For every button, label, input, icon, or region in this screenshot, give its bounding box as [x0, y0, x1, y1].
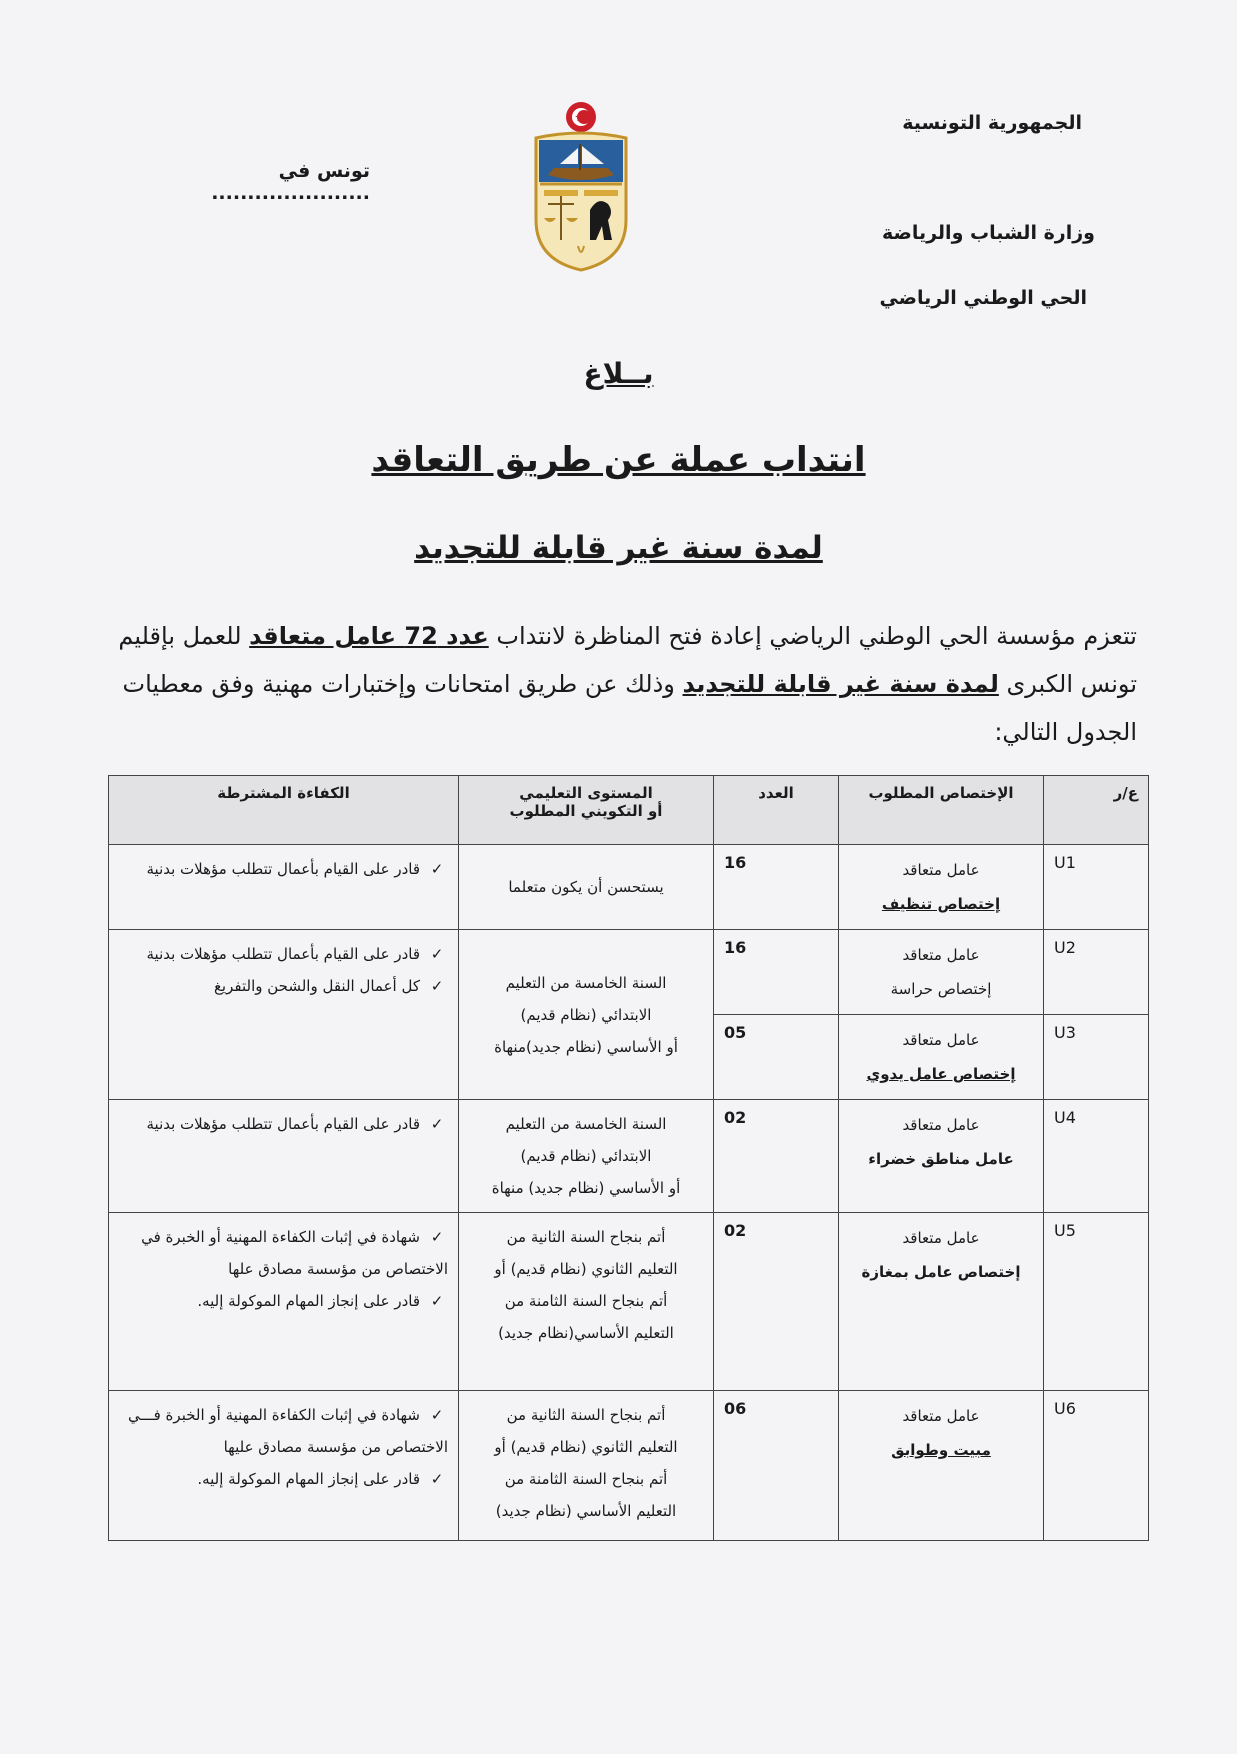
competence-item [119, 1399, 448, 1463]
spec-name: إختصاص حراسة [890, 980, 992, 998]
row-count: 16 [714, 845, 839, 930]
level-line: الابتدائي (نظام قديم) [520, 1005, 652, 1024]
competence-item [119, 938, 448, 970]
competence-text: قادر على إنجاز المهام الموكولة إليه. [197, 1470, 420, 1488]
row-count: 02 [714, 1100, 839, 1213]
row-code: U1 [1044, 845, 1149, 930]
row-specialty [839, 1100, 1044, 1213]
check-icon: ✓ [430, 1115, 444, 1133]
level-line: التعليم الثانوي (نظام قديم) أو [494, 1438, 678, 1456]
row-competence [109, 1100, 459, 1213]
row-level [459, 930, 714, 1100]
competence-text: قادر على القيام بأعمال تتطلب مؤهلات بدنية [146, 945, 420, 963]
spec-line: عامل متعاقد [902, 1116, 980, 1134]
row-specialty [839, 1015, 1044, 1100]
competence-text: شهادة في إثبات الكفاءة المهنية أو الخبرة فـــي الاختصاص من مؤسسة مصادق عليها [127, 1406, 448, 1456]
spec-name: عامل مناطق خضراء [868, 1150, 1014, 1168]
spec-line: عامل متعاقد [902, 1229, 980, 1247]
spec-line: عامل متعاقد [902, 861, 980, 879]
spec-line: عامل متعاقد [902, 946, 980, 964]
level-line: الابتدائي (نظام قديم) [520, 1147, 652, 1165]
table-header-row [109, 776, 1149, 845]
check-icon: ✓ [430, 1470, 444, 1488]
competence-text: قادر على إنجاز المهام الموكولة إليه. [197, 1292, 420, 1310]
republic-label: الجمهورية التونسية [902, 112, 1082, 134]
spec-name: إختصاص عامل بمغازة [861, 1263, 1021, 1281]
competence-text: قادر على القيام بأعمال تتطلب مؤهلات بدنية [146, 860, 420, 878]
check-icon: ✓ [430, 1292, 444, 1310]
row-level [459, 845, 714, 930]
spec-name: مبيت وطوابق [891, 1441, 991, 1459]
row-level [459, 1100, 714, 1213]
row-competence [109, 1391, 459, 1541]
header-level-line-2: أو التكويني المطلوب [509, 802, 663, 820]
table-row [109, 1100, 1149, 1213]
competence-item [119, 853, 448, 885]
row-count: 06 [714, 1391, 839, 1541]
competence-item [119, 1221, 448, 1285]
competence-item [119, 1463, 448, 1495]
table-row [109, 845, 1149, 930]
check-icon: ✓ [430, 1406, 444, 1424]
level-line: أتم بنجاح السنة الثانية من [506, 1406, 666, 1424]
competence-text: كل أعمال النقل والشحن والتفريغ [213, 977, 420, 995]
intro-paragraph [72, 612, 1137, 756]
table-row [109, 930, 1149, 1015]
spec-line: عامل متعاقد [902, 1031, 980, 1049]
level-line: يستحسن أن يكون متعلما [508, 878, 664, 896]
institution-label: الحي الوطني الرياضي [879, 287, 1087, 309]
sub-title: لمدة سنة غير قابلة للتجديد [414, 530, 823, 566]
row-specialty [839, 845, 1044, 930]
row-competence [109, 930, 459, 1100]
row-specialty [839, 1391, 1044, 1541]
spec-line: عامل متعاقد [902, 1407, 980, 1425]
main-title: انتداب عملة عن طريق التعاقد [371, 440, 866, 480]
positions-table [108, 775, 1149, 1541]
header-level [459, 776, 714, 845]
row-competence [109, 1213, 459, 1391]
row-code: U6 [1044, 1391, 1149, 1541]
tunisia-coat-of-arms-icon [528, 100, 634, 272]
competence-item [119, 970, 448, 1002]
row-code: U5 [1044, 1213, 1149, 1391]
row-code: U2 [1044, 930, 1149, 1015]
row-count: 16 [714, 930, 839, 1015]
row-specialty [839, 1213, 1044, 1391]
intro-text-1: تتعزم مؤسسة الحي الوطني الرياضي إعادة فتح المناظرة لانتداب [488, 622, 1137, 650]
header-count: العدد [714, 776, 839, 845]
level-line: التعليم الأساسي(نظام جديد) [498, 1324, 674, 1342]
level-line: أتم بنجاح السنة الثامنة من [504, 1470, 668, 1488]
spec-name: إختصاص تنظيف [881, 895, 1001, 913]
row-code: U4 [1044, 1100, 1149, 1213]
level-line: أو الأساسي (نظام جديد) منهاة [491, 1179, 681, 1197]
row-competence [109, 845, 459, 930]
level-line: التعليم الأساسي (نظام جديد) [495, 1502, 677, 1520]
row-level [459, 1213, 714, 1391]
row-count: 02 [714, 1213, 839, 1391]
ministry-label: وزارة الشباب والرياضة [881, 222, 1095, 244]
intro-highlight-2: لمدة سنة غير قابلة للتجديد [682, 670, 999, 698]
check-icon: ✓ [430, 1228, 444, 1246]
spec-name: إختصاص عامل يدوي [866, 1065, 1016, 1083]
check-icon: ✓ [430, 945, 444, 963]
competence-item [119, 1285, 448, 1317]
header-ref: ع/ر [1044, 776, 1149, 845]
level-line: السنة الخامسة من التعليم [505, 1115, 667, 1133]
row-count: 05 [714, 1015, 839, 1100]
table-row [109, 1213, 1149, 1391]
competence-text: قادر على القيام بأعمال تتطلب مؤهلات بدنية [146, 1115, 420, 1133]
level-line: السنة الخامسة من التعليم [505, 973, 667, 992]
header-specialty: الإختصاص المطلوب [839, 776, 1044, 845]
level-line: التعليم الثانوي (نظام قديم) أو [494, 1260, 678, 1278]
notice-title: بــلاغ [583, 357, 654, 390]
check-icon: ✓ [430, 860, 444, 878]
intro-text-2: للعمل بإقليم تونس الكبرى [118, 622, 1137, 698]
level-line: أتم بنجاح السنة الثامنة من [504, 1292, 668, 1310]
intro-text-3: وذلك عن طريق امتحانات وإختبارات مهنية وفق معطيات الجدول التالي: [122, 670, 1137, 746]
competence-item [119, 1108, 448, 1140]
competence-text: شهادة في إثبات الكفاءة المهنية أو الخبرة في الاختصاص من مؤسسة مصادق علها [141, 1228, 448, 1278]
row-specialty [839, 930, 1044, 1015]
header-level-line-1: المستوى التعليمي [519, 784, 653, 802]
table-row [109, 1391, 1149, 1541]
row-level [459, 1391, 714, 1541]
intro-highlight-1: عدد 72 عامل متعاقد [249, 622, 489, 650]
row-code: U3 [1044, 1015, 1149, 1100]
level-line: أتم بنجاح السنة الثانية من [506, 1228, 666, 1246]
header-competence: الكفاءة المشترطة [109, 776, 459, 845]
check-icon: ✓ [430, 977, 444, 995]
level-line: أو الأساسي (نظام جديد)منهاة [494, 1037, 678, 1056]
place-date: تونس في ...................... [211, 160, 370, 204]
